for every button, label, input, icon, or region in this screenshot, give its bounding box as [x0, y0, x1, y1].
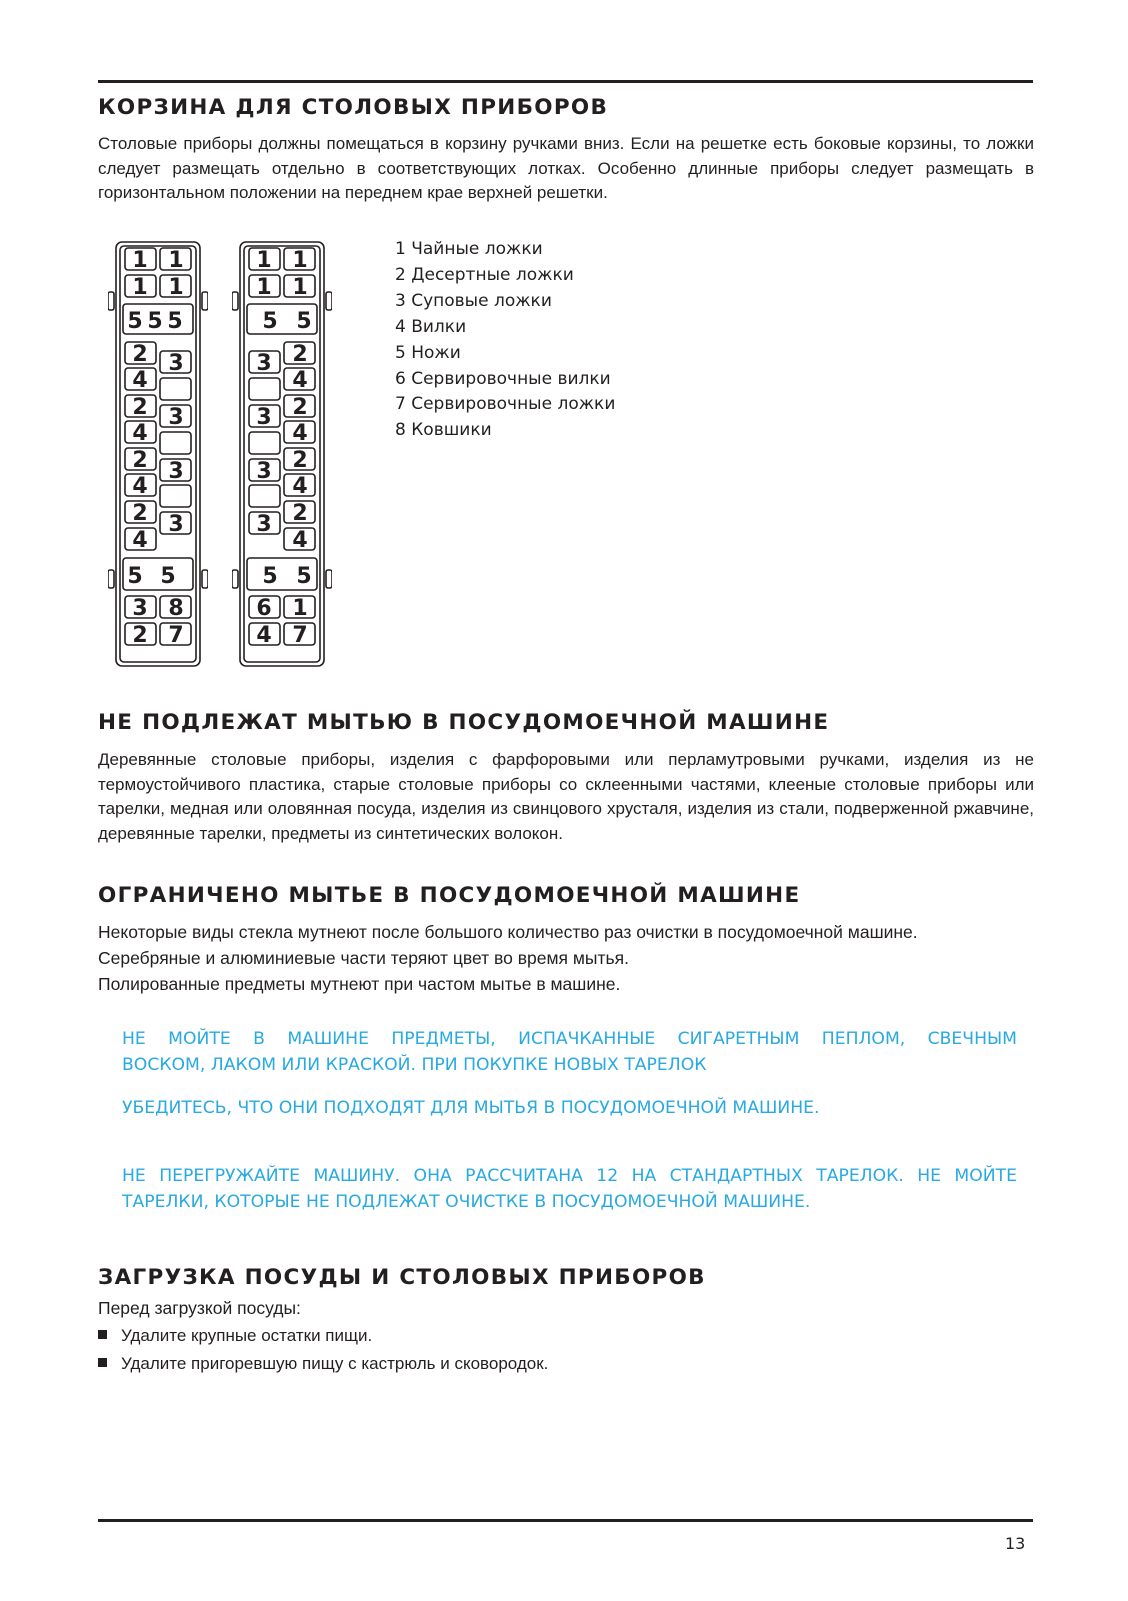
basket-left-mid-7b: 3 — [168, 512, 184, 537]
basket-right-knife-b1: 5 — [262, 564, 278, 589]
basket-left-mid-2a: 4 — [132, 368, 148, 393]
bullet-item — [98, 1326, 372, 1346]
legend-item: 1 Чайные ложки — [395, 239, 543, 259]
basket-right-mid-7b: 2 — [292, 501, 308, 526]
basket-right-mid-1b: 2 — [292, 342, 308, 367]
basket-right-slot-r2c1: 1 — [256, 275, 272, 300]
basket-right-mid-1a: 3 — [256, 351, 272, 376]
basket-left-mid-4a: 4 — [132, 421, 148, 446]
warning-check-new-plates: УБЕДИТЕСЬ, ЧТО ОНИ ПОДХОДЯТ ДЛЯ МЫТЬЯ В ПОСУДОМОЕЧНОЙ МАШИНЕ. — [122, 1098, 820, 1118]
heading-limited-washing: ОГРАНИЧЕНО МЫТЬЕ В ПОСУДОМОЕЧНОЙ МАШИНЕ — [98, 883, 801, 908]
bullet-item — [98, 1354, 548, 1374]
basket-left-mid-1a: 2 — [132, 342, 148, 367]
cutlery-basket-left-diagram — [108, 240, 208, 668]
basket-left-slot-r2c2: 1 — [168, 275, 184, 300]
page-number: 13 — [1005, 1534, 1026, 1553]
basket-right-mid-4b: 4 — [292, 421, 308, 446]
cutlery-basket-right-diagram — [232, 240, 332, 668]
basket-right-slot-b1c1: 6 — [256, 596, 272, 621]
basket-right-mid-3a: 3 — [256, 405, 272, 430]
basket-right-mid-3b: 2 — [292, 395, 308, 420]
legend-item: 5 Ножи — [395, 342, 461, 363]
basket-left-mid-5a: 2 — [132, 448, 148, 473]
basket-left-knife-b1: 5 — [127, 564, 143, 589]
basket-left-mid-3a: 2 — [132, 395, 148, 420]
basket-left-mid-5b: 3 — [168, 459, 184, 484]
basket-right-slot-b2c1: 4 — [256, 623, 272, 648]
warning-overload-line2: ТАРЕЛКИ, КОТОРЫЕ НЕ ПОДЛЕЖАТ ОЧИСТКЕ В ПОСУДОМОЕЧНОЙ МАШИНЕ. — [122, 1192, 811, 1212]
warning-overload-line1: НЕ ПЕРЕГРУЖАЙТЕ МАШИНУ. ОНА РАССЧИТАНА 12 НА СТАНДАРТНЫХ ТАРЕЛОК. НЕ МОЙТЕ — [122, 1166, 1017, 1186]
basket-right-slot-b1c2: 1 — [292, 596, 308, 621]
basket-right-mid-7a: 3 — [256, 512, 272, 537]
legend-item: 8 Ковшики — [395, 420, 492, 441]
basket-right-slot-r2c2: 1 — [292, 275, 308, 300]
heading-cutlery-basket: КОРЗИНА ДЛЯ СТОЛОВЫХ ПРИБОРОВ — [98, 95, 609, 120]
basket-right-slot-r1c2: 1 — [292, 248, 308, 273]
bullet-square-icon — [98, 1330, 107, 1339]
basket-right-knife-1: 5 — [262, 309, 278, 334]
basket-left-slot-b2c1: 2 — [132, 623, 148, 648]
legend-item: 3 Суповые ложки — [395, 290, 552, 311]
warning-soiled-items-line1: НЕ МОЙТЕ В МАШИНЕ ПРЕДМЕТЫ, ИСПАЧКАННЫЕ СИГАРЕТНЫМ ПЕПЛОМ, СВЕЧНЫМ — [122, 1029, 1017, 1049]
paragraph-cutlery-basket: Столовые приборы должны помещаться в корзину ручками вниз. Если на решетке есть боковые корзины, то ложки следует размещать отдельно в соответствующих лотках. Особенно длинные приборы следует размещать в горизонтальном положении на переднем крае верхней решетки. — [98, 134, 1034, 202]
basket-right-mid-6b: 4 — [292, 474, 308, 499]
basket-left-mid-3b: 3 — [168, 405, 184, 430]
legend-item: 4 Вилки — [395, 316, 467, 337]
limited-line-polished: Полированные предметы мутнеют при частом мытье в машине. — [98, 974, 621, 994]
basket-left-slot-r1c2: 1 — [168, 248, 184, 273]
basket-left-mid-1b: 3 — [168, 351, 184, 376]
warning-soiled-items-line2: ВОСКОМ, ЛАКОМ ИЛИ КРАСКОЙ. ПРИ ПОКУПКЕ НОВЫХ ТАРЕЛОК — [122, 1055, 707, 1075]
basket-right-knife-b2: 5 — [296, 564, 312, 589]
heading-loading-dishes: ЗАГРУЗКА ПОСУДЫ И СТОЛОВЫХ ПРИБОРОВ — [98, 1265, 706, 1290]
basket-left-mid-7a: 2 — [132, 501, 148, 526]
basket-left-slot-r1c1: 1 — [132, 248, 148, 273]
basket-left-knife-3: 5 — [167, 309, 183, 334]
basket-left-slot-b1c1: 3 — [132, 596, 148, 621]
bottom-rule — [98, 1519, 1033, 1522]
basket-left-mid-8a: 4 — [132, 528, 148, 553]
bullet-text: Удалите крупные остатки пищи. — [121, 1326, 373, 1345]
basket-right-slot-b2c2: 7 — [292, 623, 308, 648]
loading-intro: Перед загрузкой посуды: — [98, 1298, 301, 1318]
basket-left-knife-1: 5 — [127, 309, 143, 334]
basket-right-mid-2b: 4 — [292, 368, 308, 393]
limited-line-silver: Серебряные и алюминиевые части теряют цвет во время мытья. — [98, 948, 629, 968]
bullet-text: Удалите пригоревшую пищу с кастрюль и сковородок. — [121, 1354, 549, 1373]
limited-line-glass: Некоторые виды стекла мутнеют после большого количество раз очистки в посудомоечной машине. — [98, 922, 918, 942]
basket-left-slot-b1c2: 8 — [168, 596, 184, 621]
basket-right-mid-8b: 4 — [292, 528, 308, 553]
basket-right-knife-2: 5 — [296, 309, 312, 334]
legend-item: 2 Десертные ложки — [395, 264, 574, 285]
heading-not-dishwasher-safe: НЕ ПОДЛЕЖАТ МЫТЬЮ В ПОСУДОМОЕЧНОЙ МАШИНЕ — [98, 710, 830, 735]
basket-left-mid-6a: 4 — [132, 474, 148, 499]
legend-item: 7 Сервировочные ложки — [395, 394, 616, 415]
paragraph-not-dishwasher-safe: Деревянные столовые приборы, изделия с фарфоровыми или перламутровыми ручками, изделия из не термоустойчивого пластика, старые столовые приборы со склеенными частями, клееные столовые приборы или тарелки, медная или оловянная посуда, изделия из свинцового хрусталя, изделия из стали, подверженной ржавчине, деревянные тарелки, предметы из синтетических волокон. — [98, 750, 1034, 843]
legend-item: 6 Сервировочные вилки — [395, 368, 611, 389]
basket-right-slot-r1c1: 1 — [256, 248, 272, 273]
top-rule — [98, 80, 1033, 83]
cutlery-legend — [395, 237, 615, 444]
basket-left-knife-b2: 5 — [160, 564, 176, 589]
basket-left-knife-2: 5 — [147, 309, 163, 334]
basket-left-slot-r2c1: 1 — [132, 275, 148, 300]
basket-right-mid-5a: 3 — [256, 459, 272, 484]
basket-left-slot-b2c2: 7 — [168, 623, 184, 648]
bullet-square-icon — [98, 1358, 107, 1367]
basket-right-mid-5b: 2 — [292, 448, 308, 473]
